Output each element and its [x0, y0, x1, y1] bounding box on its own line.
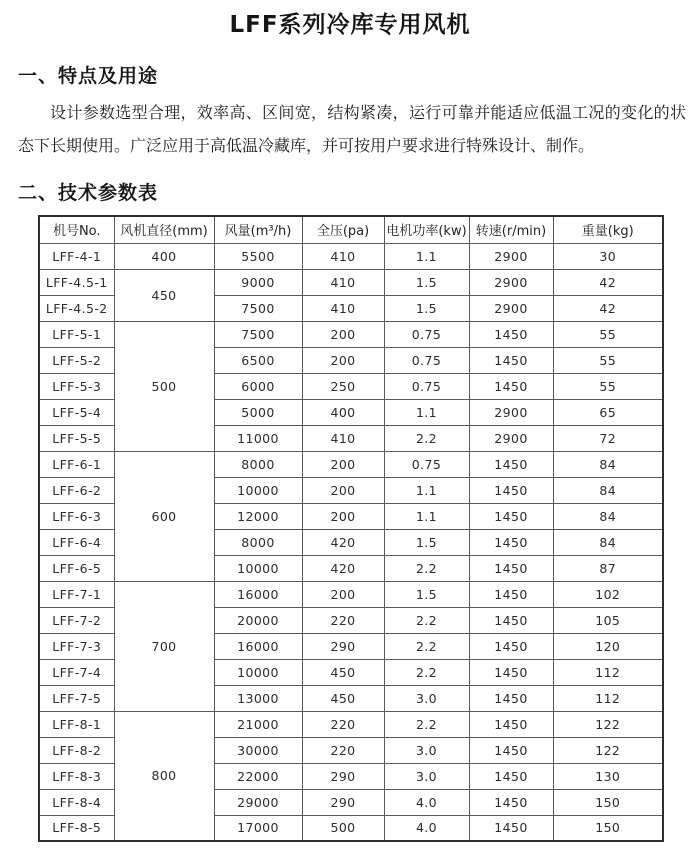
speed-cell: 1450: [469, 581, 553, 607]
header-row: [39, 216, 663, 243]
speed-cell: 1450: [469, 347, 553, 373]
speed-cell: 1450: [469, 737, 553, 763]
speed-cell: 1450: [469, 373, 553, 399]
power-cell: 3.0: [384, 737, 469, 763]
pressure-cell: 290: [302, 763, 384, 789]
weight-cell: 84: [553, 529, 663, 555]
speed-cell: 1450: [469, 763, 553, 789]
pressure-cell: 450: [302, 659, 384, 685]
speed-cell: 2900: [469, 399, 553, 425]
power-cell: 0.75: [384, 347, 469, 373]
power-cell: 2.2: [384, 425, 469, 451]
power-cell: 3.0: [384, 685, 469, 711]
pressure-cell: 200: [302, 347, 384, 373]
power-cell: 4.0: [384, 789, 469, 815]
speed-cell: 1450: [469, 659, 553, 685]
column-header-airflow: 风量(m³/h): [214, 216, 302, 243]
airflow-cell: 11000: [214, 425, 302, 451]
speed-cell: 1450: [469, 321, 553, 347]
model-cell: LFF-6-3: [39, 503, 114, 529]
table-row: [39, 581, 663, 607]
airflow-cell: 8000: [214, 529, 302, 555]
pressure-cell: 290: [302, 633, 384, 659]
model-cell: LFF-8-1: [39, 711, 114, 737]
airflow-cell: 9000: [214, 269, 302, 295]
pressure-cell: 410: [302, 243, 384, 269]
power-cell: 1.1: [384, 399, 469, 425]
diameter-cell: 450: [114, 269, 214, 321]
model-cell: LFF-5-4: [39, 399, 114, 425]
pressure-cell: 410: [302, 269, 384, 295]
page-title: LFF系列冷库专用风机: [229, 12, 471, 38]
model-cell: LFF-4-1: [39, 243, 114, 269]
diameter-cell: 500: [114, 321, 214, 451]
pressure-cell: 420: [302, 555, 384, 581]
speed-cell: 2900: [469, 243, 553, 269]
airflow-cell: 10000: [214, 477, 302, 503]
airflow-cell: 6500: [214, 347, 302, 373]
airflow-cell: 5500: [214, 243, 302, 269]
weight-cell: 122: [553, 737, 663, 763]
airflow-cell: 30000: [214, 737, 302, 763]
pressure-cell: 450: [302, 685, 384, 711]
weight-cell: 130: [553, 763, 663, 789]
specs-table: [38, 215, 664, 842]
power-cell: 0.75: [384, 321, 469, 347]
weight-cell: 150: [553, 815, 663, 841]
weight-cell: 42: [553, 295, 663, 321]
pressure-cell: 410: [302, 425, 384, 451]
diameter-cell: 400: [114, 243, 214, 269]
model-cell: LFF-6-1: [39, 451, 114, 477]
power-cell: 1.1: [384, 503, 469, 529]
airflow-cell: 8000: [214, 451, 302, 477]
pressure-cell: 220: [302, 711, 384, 737]
power-cell: 1.5: [384, 581, 469, 607]
speed-cell: 1450: [469, 529, 553, 555]
airflow-cell: 7500: [214, 321, 302, 347]
model-cell: LFF-7-1: [39, 581, 114, 607]
airflow-cell: 12000: [214, 503, 302, 529]
table-row: [39, 243, 663, 269]
model-cell: LFF-7-2: [39, 607, 114, 633]
column-header-pressure: 全压(pa): [302, 216, 384, 243]
speed-cell: 1450: [469, 555, 553, 581]
section-heading-specs: 二、技术参数表: [18, 182, 159, 204]
weight-cell: 55: [553, 347, 663, 373]
power-cell: 1.1: [384, 477, 469, 503]
pressure-cell: 290: [302, 789, 384, 815]
specs-table-body: [39, 243, 663, 841]
airflow-cell: 6000: [214, 373, 302, 399]
power-cell: 2.2: [384, 633, 469, 659]
weight-cell: 87: [553, 555, 663, 581]
airflow-cell: 5000: [214, 399, 302, 425]
airflow-cell: 13000: [214, 685, 302, 711]
model-cell: LFF-8-5: [39, 815, 114, 841]
pressure-cell: 200: [302, 321, 384, 347]
section-heading-features: 一、特点及用途: [18, 65, 159, 87]
model-cell: LFF-6-5: [39, 555, 114, 581]
pressure-cell: 420: [302, 529, 384, 555]
speed-cell: 1450: [469, 477, 553, 503]
power-cell: 1.5: [384, 269, 469, 295]
airflow-cell: 17000: [214, 815, 302, 841]
power-cell: 4.0: [384, 815, 469, 841]
airflow-cell: 22000: [214, 763, 302, 789]
airflow-cell: 10000: [214, 555, 302, 581]
speed-cell: 1450: [469, 633, 553, 659]
speed-cell: 1450: [469, 607, 553, 633]
model-cell: LFF-7-5: [39, 685, 114, 711]
weight-cell: 112: [553, 659, 663, 685]
column-header-model: 机号No.: [39, 216, 114, 243]
model-cell: LFF-5-5: [39, 425, 114, 451]
column-header-weight: 重量(kg): [553, 216, 663, 243]
weight-cell: 102: [553, 581, 663, 607]
model-cell: LFF-8-3: [39, 763, 114, 789]
power-cell: 2.2: [384, 659, 469, 685]
pressure-cell: 500: [302, 815, 384, 841]
table-row: [39, 451, 663, 477]
speed-cell: 2900: [469, 269, 553, 295]
airflow-cell: 20000: [214, 607, 302, 633]
diameter-cell: 800: [114, 711, 214, 841]
speed-cell: 2900: [469, 425, 553, 451]
airflow-cell: 16000: [214, 581, 302, 607]
model-cell: LFF-7-4: [39, 659, 114, 685]
pressure-cell: 200: [302, 477, 384, 503]
table-row: [39, 269, 663, 295]
power-cell: 1.5: [384, 529, 469, 555]
model-cell: LFF-4.5-1: [39, 269, 114, 295]
power-cell: 2.2: [384, 555, 469, 581]
power-cell: 3.0: [384, 763, 469, 789]
specs-table-head: [39, 216, 663, 243]
speed-cell: 1450: [469, 711, 553, 737]
pressure-cell: 220: [302, 607, 384, 633]
model-cell: LFF-6-2: [39, 477, 114, 503]
column-header-speed: 转速(r/min): [469, 216, 553, 243]
weight-cell: 65: [553, 399, 663, 425]
model-cell: LFF-4.5-2: [39, 295, 114, 321]
model-cell: LFF-7-3: [39, 633, 114, 659]
model-cell: LFF-5-3: [39, 373, 114, 399]
power-cell: 1.1: [384, 243, 469, 269]
speed-cell: 2900: [469, 295, 553, 321]
pressure-cell: 200: [302, 451, 384, 477]
pressure-cell: 220: [302, 737, 384, 763]
power-cell: 2.2: [384, 711, 469, 737]
speed-cell: 1450: [469, 789, 553, 815]
power-cell: 0.75: [384, 451, 469, 477]
speed-cell: 1450: [469, 815, 553, 841]
weight-cell: 84: [553, 451, 663, 477]
column-header-power: 电机功率(kw): [384, 216, 469, 243]
airflow-cell: 16000: [214, 633, 302, 659]
diameter-cell: 600: [114, 451, 214, 581]
speed-cell: 1450: [469, 451, 553, 477]
speed-cell: 1450: [469, 503, 553, 529]
weight-cell: 84: [553, 503, 663, 529]
airflow-cell: 7500: [214, 295, 302, 321]
column-header-diameter: 风机直径(mm): [114, 216, 214, 243]
weight-cell: 150: [553, 789, 663, 815]
model-cell: LFF-6-4: [39, 529, 114, 555]
table-row: [39, 321, 663, 347]
model-cell: LFF-8-4: [39, 789, 114, 815]
airflow-cell: 10000: [214, 659, 302, 685]
weight-cell: 55: [553, 373, 663, 399]
power-cell: 0.75: [384, 373, 469, 399]
model-cell: LFF-8-2: [39, 737, 114, 763]
model-cell: LFF-5-1: [39, 321, 114, 347]
weight-cell: 122: [553, 711, 663, 737]
weight-cell: 112: [553, 685, 663, 711]
weight-cell: 120: [553, 633, 663, 659]
pressure-cell: 410: [302, 295, 384, 321]
pressure-cell: 200: [302, 581, 384, 607]
model-cell: LFF-5-2: [39, 347, 114, 373]
diameter-cell: 700: [114, 581, 214, 711]
weight-cell: 105: [553, 607, 663, 633]
pressure-cell: 400: [302, 399, 384, 425]
power-cell: 2.2: [384, 607, 469, 633]
speed-cell: 1450: [469, 685, 553, 711]
table-row: [39, 711, 663, 737]
weight-cell: 42: [553, 269, 663, 295]
pressure-cell: 250: [302, 373, 384, 399]
power-cell: 1.5: [384, 295, 469, 321]
airflow-cell: 21000: [214, 711, 302, 737]
airflow-cell: 29000: [214, 789, 302, 815]
weight-cell: 72: [553, 425, 663, 451]
weight-cell: 84: [553, 477, 663, 503]
weight-cell: 30: [553, 243, 663, 269]
weight-cell: 55: [553, 321, 663, 347]
specs-table-container: [38, 215, 662, 842]
pressure-cell: 200: [302, 503, 384, 529]
features-paragraph: 设计参数选型合理，效率高、区间宽，结构紧凑，运行可靠并能适应低温工况的变化的状态下长期使用。广泛应用于高低温冷藏库，并可按用户要求进行特殊设计、制作。: [18, 103, 686, 155]
